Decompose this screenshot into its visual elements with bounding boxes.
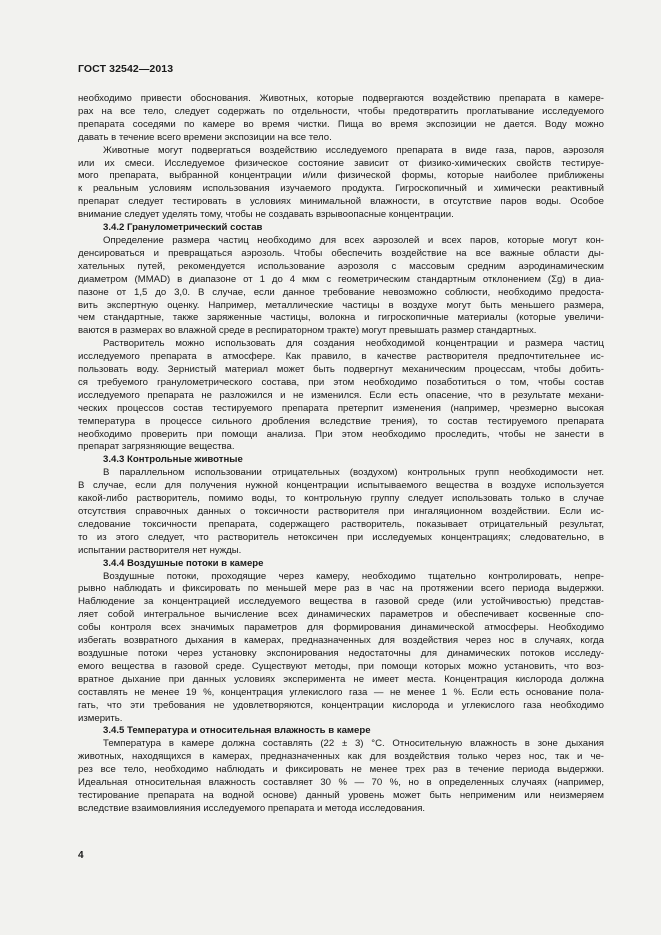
text-line: емого вещества в газовой среде. Существуют методы, при помощи которых можно установить, что воз- bbox=[78, 660, 604, 672]
text-line: избегать возвратного дыхания в камерах, предназначенных для воздействия через нос в случаях, когда bbox=[78, 635, 604, 647]
text-line: Температура в камере должна составлять (22 ± 3) °C. Относительную влажность в зоне дыхания bbox=[103, 738, 604, 750]
document-body bbox=[78, 93, 604, 816]
text-line: Наблюдение за концентрацией исследуемого вещества в газовой среде (или устойчивостью) представ- bbox=[78, 596, 604, 608]
text-line: или их смеси. Исследуемое физическое состояние зависит от физико-химических свойств тестируе- bbox=[78, 157, 604, 169]
text-line: рах на все тело, следует содержать по отдельности, чтобы предотвратить проглатывание исследуемого bbox=[78, 105, 604, 117]
text-line: препарат следует тестировать в условиях минимальной влажности, в отсутствие паров воды. Особое bbox=[78, 196, 604, 208]
text-line: хательных путей, рекомендуется использование аэрозоля с массовым средним аэродинамическим bbox=[78, 260, 604, 272]
text-line: необходимо привести обоснования. Животных, которые подвергаются воздействию препарата в камере- bbox=[78, 93, 604, 104]
text-line: следование токсичности препарата, содержащего растворитель, показывает отрицательный результат, bbox=[78, 518, 604, 530]
text-line: давать в течение всего времени экспозиции на все тело. bbox=[78, 131, 332, 143]
text-line: испытании растворителя нет нужды. bbox=[78, 544, 242, 556]
section-heading: 3.4.3 Контрольные животные bbox=[103, 454, 243, 466]
text-line: отсутствия справочных данных о токсичности растворителя при ингаляционном воздействии. Если ис- bbox=[78, 506, 604, 517]
paragraph bbox=[78, 738, 604, 815]
text-line: пользовать воду. Зернистый материал может быть подвергнут механическим процессам, чтобы добить- bbox=[78, 364, 604, 376]
text-line: температура в процессе сильного дробления вследствие трения), то состав тестируемого препарата bbox=[78, 415, 604, 427]
text-line: гать, что эти требования не удовлетворяются, концентрации кислорода и углекислого газа необходимо bbox=[78, 699, 604, 711]
text-line: ваются в размерах во влажной среде в респираторном тракте) могут превышать размер стандартных. bbox=[78, 325, 537, 337]
text-line: какой-либо растворитель, помимо воды, то контрольную группу следует использовать только в случае bbox=[78, 493, 604, 505]
text-line: то из этого следует, что растворитель нетоксичен при исследуемых концентрациях; следовательно, в bbox=[78, 531, 604, 543]
text-line: ческих процессов состав тестируемого препарата претерпит изменения (например, чрезмерно высокая bbox=[78, 402, 604, 414]
text-line: необходимо проверить при помощи анализа. При этом необходимо проследить, чтобы не занести в bbox=[78, 428, 604, 440]
section-heading: 3.4.2 Гранулометрический состав bbox=[103, 222, 263, 234]
text-line: исследуемого препарата в атмосфере. Как правило, в качестве растворителя предпочтительнее ис- bbox=[78, 351, 604, 363]
page-number: 4 bbox=[78, 850, 84, 861]
text-line: мого препарата, выбранной концентрации и/или физической формы, которые наиболее приближены bbox=[78, 170, 604, 182]
text-line: чем стандартные, также заряженные частицы, волокна и гигроскопичные материалы (которые увеличи- bbox=[78, 312, 604, 324]
section-heading: 3.4.4 Воздушные потоки в камере bbox=[103, 557, 264, 569]
text-line: вратное дыхание при данных условиях эксперимента не имеет места. Концентрация кислорода должна bbox=[78, 673, 604, 685]
text-line: рывно наблюдать и фиксировать по меньшей мере раз в час на протяжении всего периода выдержки. bbox=[78, 583, 604, 595]
text-line: диаметром (MMAD) в диапазоне от 1 до 4 мкм с геометрическим стандартным отклонением (Σg) в диа- bbox=[78, 273, 604, 285]
paragraph bbox=[78, 145, 604, 222]
text-line: В случае, если для получения нужной концентрации испытываемого вещества в воздухе используется bbox=[78, 480, 604, 492]
text-line: внимание следует уделять тому, чтобы не создавать взрывоопасные концентрации. bbox=[78, 209, 454, 221]
text-line: рез все тело, необходимо наблюдать и фиксировать не менее трех раз в течение периода выдержки. bbox=[78, 764, 604, 776]
text-line: пазоне от 1,5 до 3,0. В случае, если данное требование невозможно соблюсти, необходимо предоста- bbox=[78, 286, 604, 298]
text-line: измерить. bbox=[78, 712, 123, 724]
text-line: к реальным условиям использования изучаемого продукта. Гигроскопичный и химически реактивный bbox=[78, 183, 604, 195]
text-line: составлять не менее 19 %, концентрация углекислого газа — не менее 1 %. Если есть основание пола- bbox=[78, 686, 604, 698]
text-line: Воздушные потоки, проходящие через камеру, необходимо тщательно контролировать, непре- bbox=[103, 570, 604, 582]
paragraph bbox=[78, 467, 604, 557]
text-line: ляет собой интегральное вычисление всех динамических параметров и обеспечивает косвенные спо- bbox=[78, 609, 604, 621]
text-line: денсироваться и превращаться аэрозоль. Чтобы обеспечить воздействие на все важные области ды- bbox=[78, 247, 604, 259]
text-line: Животные могут подвергаться воздействию исследуемого препарата в виде газа, паров, аэрозоля bbox=[103, 144, 604, 156]
text-line: Определение размера частиц необходимо для всех аэрозолей и всех паров, которые могут кон- bbox=[103, 234, 604, 246]
section-heading: 3.4.5 Температура и относительная влажность в камере bbox=[103, 725, 371, 737]
text-line: тестирование препарата на водной основе) данный уровень может быть неприменим или неизмеряем bbox=[78, 789, 604, 801]
text-line: ся требуемого гранулометрического состава, при этом необходимо позаботиться о том, чтобы состав bbox=[78, 376, 604, 388]
text-line: собы контроля всех значимых параметров для формирования динамической атмосферы. Необходимо bbox=[78, 622, 604, 634]
text-line: воздушные потоки через установку экспонирования недостаточны для динамических потоков исследу- bbox=[78, 647, 604, 659]
paragraph bbox=[78, 571, 604, 726]
paragraph bbox=[78, 235, 604, 338]
text-line: вить экспертную оценку. Например, металлические частицы в воздухе могут быть меньшего размера, bbox=[78, 299, 604, 311]
text-line: препарат загрязняющие вещества. bbox=[78, 441, 235, 453]
text-line: исследуемого препарата не разложился и не изменился. Если есть опасение, что в результате механи- bbox=[78, 389, 604, 401]
paragraph bbox=[78, 93, 604, 145]
text-line: препарата соседями по камере во время чистки. Пища во время экспозиции не дается. Воду можно bbox=[78, 118, 604, 130]
text-line: Идеальная относительная влажность составляет 30 % — 70 %, но в определенных случаях (например, bbox=[78, 777, 604, 789]
text-line: В параллельном использовании отрицательных (воздухом) контрольных групп необходимости нет. bbox=[103, 467, 604, 479]
text-line: Растворитель можно использовать для создания необходимой концентрации и размера частиц bbox=[103, 338, 604, 350]
text-line: вследствие взаимовлияния исследуемого препарата и метода исследования. bbox=[78, 802, 426, 814]
paragraph bbox=[78, 338, 604, 454]
standard-header: ГОСТ 32542—2013 bbox=[78, 63, 174, 75]
text-line: животных, находящихся в камерах, предназначенных как для воздействия только через нос, так и че- bbox=[78, 751, 604, 763]
